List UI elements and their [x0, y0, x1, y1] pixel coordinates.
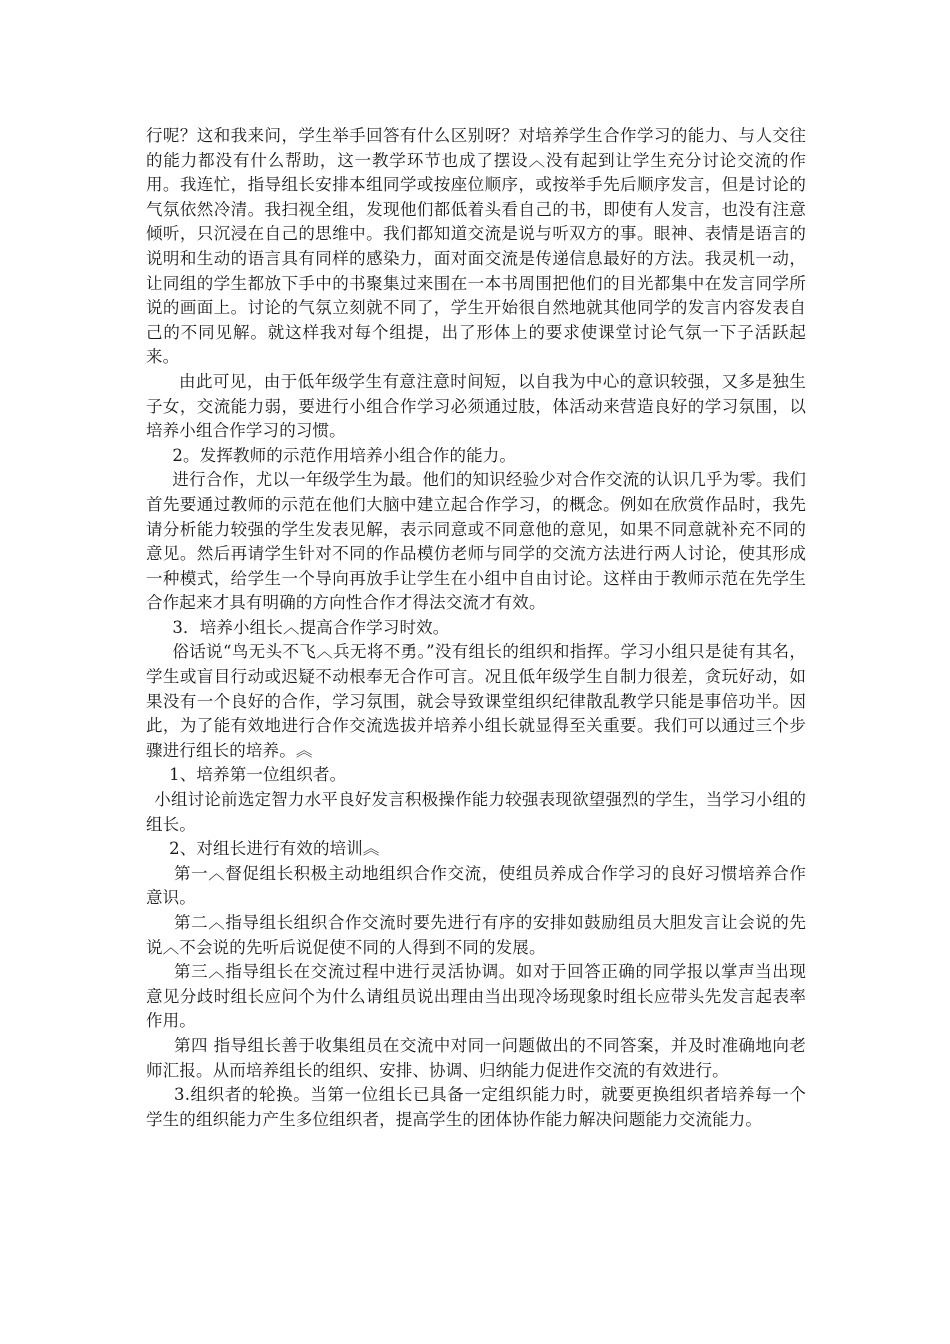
paragraph: 第三︿指导组长在交流过程中进行灵活协调。如对于回答正确的同学报以掌声当出现意见分歧时组长应问个为什么请组员说出理由当出现冷场现象时组长应带头先发言起表率作用。: [146, 962, 806, 1031]
paragraph: 行呢？这和我来问，学生举手回答有什么区别呀？对培养学生合作学习的能力、与人交往的能力都没有什么帮助，这一教学环节也成了摆设︿没有起到让学生充分讨论交流的作用。我连忙，指导组长安排本组同学或按座位顺序，或按举手先后顺序发言，但是讨论的气氛依然冷清。我扫视全组，发现他们都低着头看自己的书，即使有人发言，也没有注意倾听，只沉浸在自己的思维中。我们都知道交流是说与听双方的事。眼神、表情是语言的说明和生动的语言具有同样的感染力，面对面交流是传递信息最好的方法。我灵机一动，让同组的学生都放下手中的书聚集过来围在一本书周围把他们的目光都集中在发言同学所说的画面上。讨论的气氛立刻就不同了，学生开始很自然地就其他同学的发言内容发表自己的不同见解。就这样我对每个组提，出了形体上的要求使课堂讨论气氛一下子活跃起来。: [146, 126, 806, 367]
paragraph: 由此可见，由于低年级学生有意注意时间短，以自我为中心的意识较强，又多是独生子女，交流能力弱，要进行小组合作学习必须通过肢，体活动来营造良好的学习氛围，以培养小组合作学习的习惯。: [146, 371, 806, 441]
paragraph: 俗话说“鸟无头不飞︿兵无将不勇。”没有组长的组织和指挥。学习小组只是徒有其名，学生或盲目行动或迟疑不动根奉无合作可言。况且低年级学生自制力很差，贪玩好动，如果没有一个良好的合作，学习氛围，就会导致课堂组织纪律散乱教学只能是事倍功半。因此，为了能有效地进行合作交流选拔并培养小组长就显得至关重要。我们可以通过三个步骤进行组长的培养。︽: [146, 642, 806, 760]
section-heading: 3．培养小组长︿提高合作学习时效。: [172, 617, 450, 637]
paragraph: 3.组织者的轮换。当第一位组长已具备一定组织能力时，就要更换组织者培养每一个学生的组织能力产生多位组织者，提高学生的团体协作能力解决问题能力交流能力。: [146, 1085, 806, 1129]
paragraph: 第二︿指导组长组织合作交流时要先进行有序的安排如鼓励组员大胆发言让会说的先说︿不会说的先听后说促使不同的人得到不同的发展。: [146, 913, 806, 957]
document-body: [146, 124, 806, 1132]
sub-heading: 1、培养第一位组织者。: [169, 765, 347, 785]
paragraph: 第一︿督促组长积极主动地组织合作交流，使组员养成合作学习的良好习惯培养合作意识。: [146, 863, 806, 908]
sub-heading: 2、对组长进行有效的培训︽: [169, 839, 380, 859]
paragraph: 小组讨论前选定智力水平良好发言积极操作能力较强表现欲望强烈的学生，当学习小组的组长。: [146, 790, 806, 834]
paragraph: 第四 指导组长善于收集组员在交流中对同一问题做出的不同答案，并及时准确地向老师汇报。从而培养组长的组织、安排、协调、归纳能力促进作交流的有效进行。: [146, 1035, 806, 1080]
section-heading: 2。发挥教师的示范作用培养小组合作的能力。: [172, 445, 517, 465]
paragraph: 进行合作，尤以一年级学生为最。他们的知识经验少对合作交流的认识几乎为零。我们首先要通过教师的示范在他们大脑中建立起合作学习，的概念。例如在欣赏作品时，我先请分析能力较强的学生发表见解，表示同意或不同意他的意见，如果不同意就补充不同的意见。然后再请学生针对不同的作品模仿老师与同学的交流方法进行两人讨论，使其形成一种模式，给学生一个导向再放手让学生在小组中自由讨论。这样由于教师示范在先学生合作起来才具有明确的方向性合作才得法交流才有效。: [146, 470, 806, 613]
